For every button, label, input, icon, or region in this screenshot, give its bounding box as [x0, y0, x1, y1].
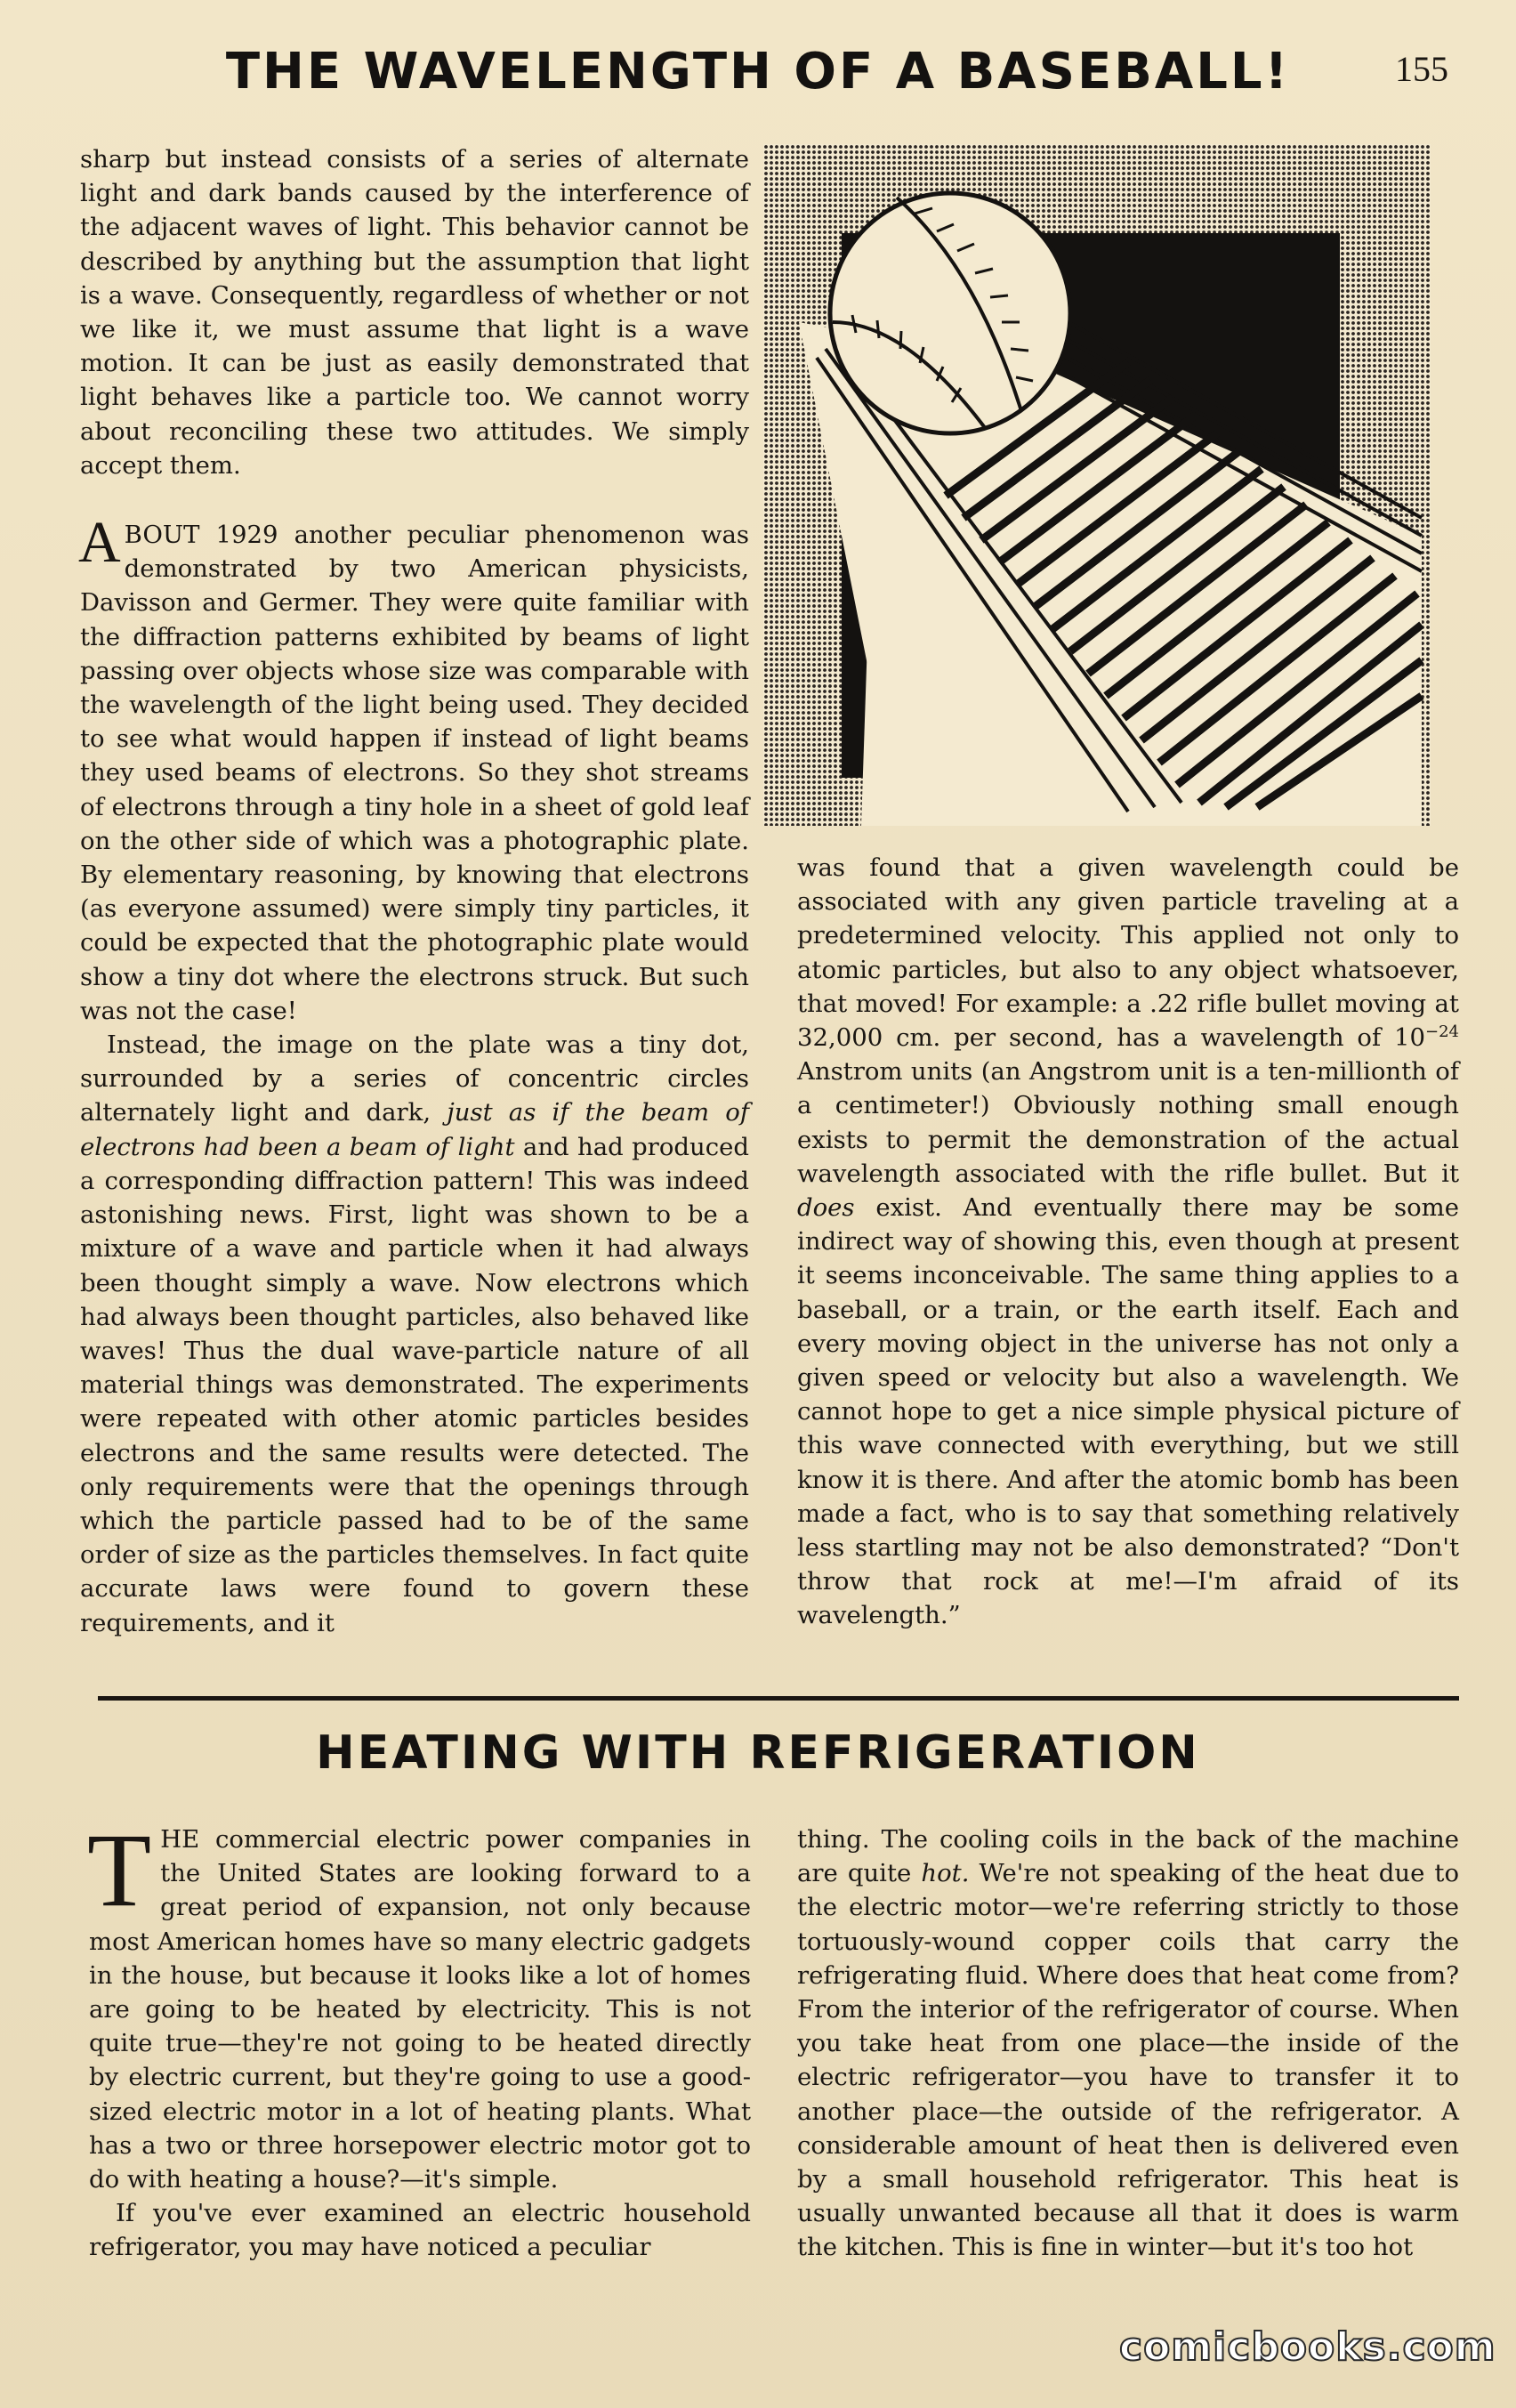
drop-cap-a: A — [78, 510, 121, 576]
article1-right-column — [797, 851, 1459, 1687]
baseball-illustration — [763, 144, 1431, 826]
site-watermark: comicbooks.com — [1119, 2324, 1496, 2370]
article1-paragraph-1: sharp but instead consists of a series of alternate light and dark bands caused by the interference of the adjacent waves of light. This behavior cannot be described by anything but the assumption that light is a wave. Consequently, regardless of whether or not we like it, we must assume that light is a wave motion. It can be just as easily demonstrated that light behaves like a particle too. We cannot worry about reconciling these two attitudes. We simply accept them. — [80, 145, 749, 480]
article1-paragraph-2: ABOUT 1929 another peculiar phenomenon was demonstrated by two American physicists, Davisson and Germer. They were quite familiar with the diffraction patterns exhibited by beams of light passing over objects whose size was comparable with the wavelength of the light being used. They decided to see what would happen if instead of light beams they used beams of electrons. So they shot streams of electrons through a tiny hole in a sheet of gold leaf on the other side of which was a photographic plate. By elementary reasoning, by knowing that electrons (as everyone assumed) were simply tiny particles, it could be expected that the photographic plate would show a tiny dot where the electrons struck. But such was not the case! — [78, 510, 749, 1025]
page-headline: THE WAVELENGTH OF A BASEBALL! — [225, 43, 1291, 101]
page-number: 155 — [1395, 49, 1448, 89]
article1-paragraph-4: was found that a given wavelength could be associated with any given particle traveling at a predetermined velocity. This applied not only to atomic particles, but also to any object whatsoever, that moved! For example: a .22 rifle bullet moving at 32,000 cm. per second, has a wavelength of $10^{-24}$ Anstrom units (an Angstrom unit is a ten-millionth of a centimeter!) Obviously nothing small enough exists to permit the demonstration of the actual wavelength associated with the rifle bullet. But it does exist. And eventually there may be some indirect way of showing this, even though at present it seems inconceivable. The same thing applies to a baseball, or a train, or the earth itself. Each and every moving object in the universe has not only a given speed or velocity but also a wavelength. We cannot hope to get a nice simple physical picture of this wave connected with everything, but we still know it is there. And after the atomic bomb has been made a fact, who is to say that something relatively less startling may not be also demonstrated? “Don't throw that rock at me!—I'm afraid of its wavelength.” — [797, 853, 1459, 1630]
article1-paragraph-3: Instead, the image on the plate was a tiny dot, surrounded by a series of concentric circles alternately light and dark, just as if the beam of electrons had been a beam of light and had produced a corresponding diffraction pattern! This was indeed astonishing news. First, light was shown to be a mixture of a wave and particle when it had always been thought simply a wave. Now electrons which had always been thought particles, also behaved like waves! Thus the dual wave-particle nature of all material things was demonstrated. The experiments were repeated with other atomic particles besides electrons and the same results were detected. The only requirements were that the openings through which the particle passed had to be of the same order of size as the particles themselves. In fact quite accurate laws were found to govern these requirements, and it — [80, 1030, 749, 1637]
article2-title: HEATING WITH REFRIGERATION — [316, 1726, 1200, 1780]
article2-paragraph-3: thing. The cooling coils in the back of the machine are quite hot. We're not speaking of the heat due to the electric motor—we're referring strictly to those tortuously-wound copper coils that carry the refrigerating fluid. Where does that heat come from? From the interior of the refrigerator of course. When you take heat from one place—the inside of the electric refrigerator—you have to transfer it to another place—the outside of the refrigerator. A considerable amount of heat then is delivered even by a small household refrigerator. This heat is usually unwanted because all that it does is warm the kitchen. This is fine in winter—but it's too hot — [797, 1825, 1460, 2262]
article2-paragraph-1: THE commercial electric power companies in the United States are looking forward to a great period of expansion, not only because most American homes have so many electric gadgets in the house, but because it looks like a lot of homes are going to be heated by electricity. This is not quite true—they're not going to be heated directly by electric current, but they're going to use a good-sized electric motor in a lot of heating plants. What has a two or three horsepower electric motor got to do with heating a house?—it's simple. — [87, 1812, 751, 2194]
article2-right-column — [797, 1822, 1459, 2303]
drop-cap-t: T — [87, 1812, 152, 1928]
article2-left-column — [87, 1812, 751, 2303]
section-divider — [98, 1696, 1459, 1701]
article1-left-column — [80, 142, 749, 1691]
article2-paragraph-2: If you've ever examined an electric household refrigerator, you may have noticed a peculiar — [89, 2199, 751, 2262]
